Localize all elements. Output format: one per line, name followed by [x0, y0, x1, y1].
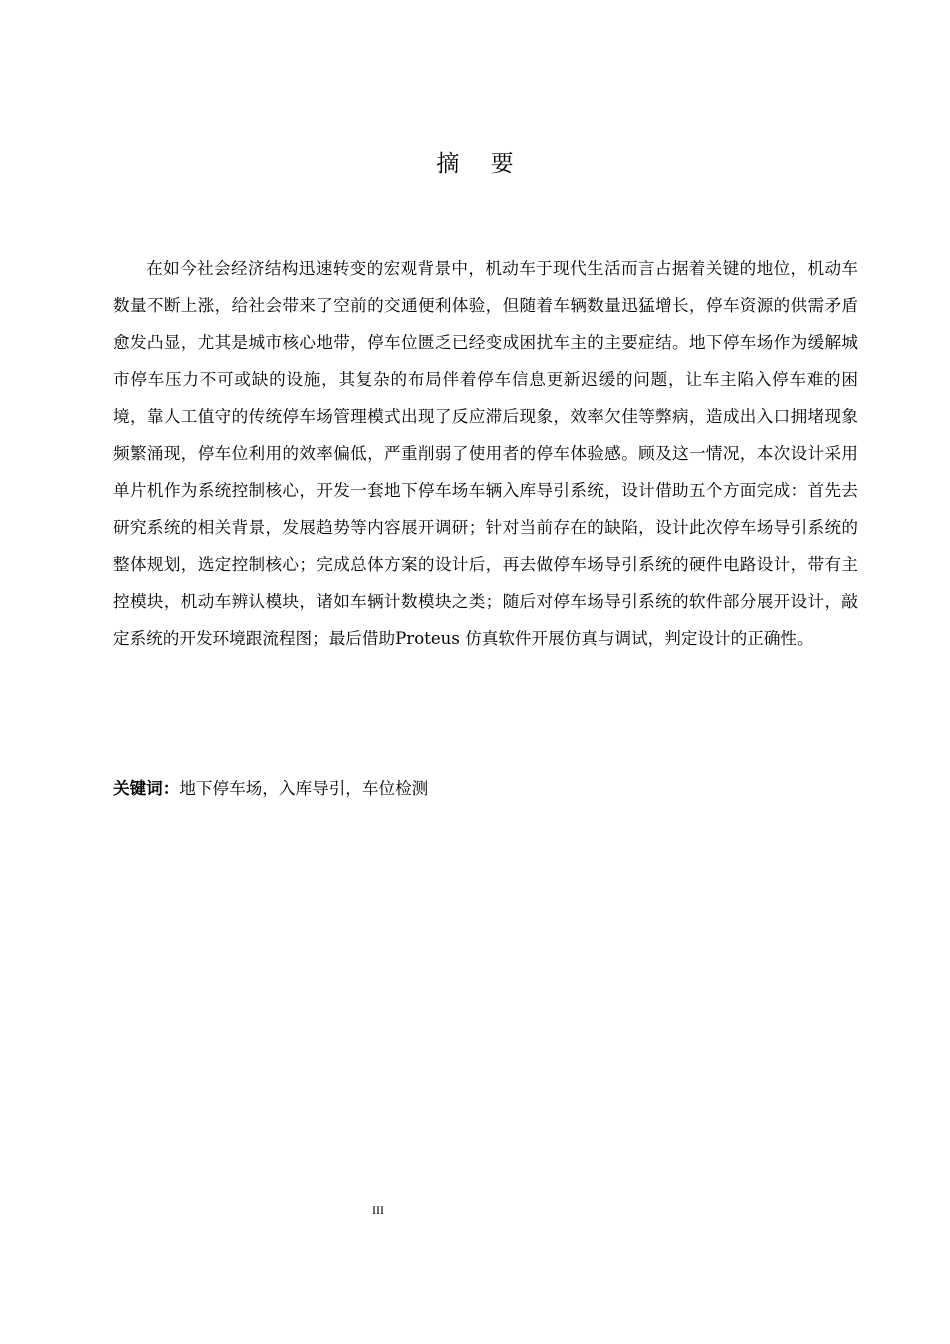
abstract-paragraph: 在如今社会经济结构迅速转变的宏观背景中，机动车于现代生活而言占据着关键的地位，机动车数量不断上涨，给社会带来了空前的交通便利体验，但随着车辆数量迅猛增长，停车资源的供需矛盾愈发凸显，尤其是城市核心地带，停车位匮乏已经变成困扰车主的主要症结。地下停车场作为缓解城市停车压力不可或缺的设施，其复杂的布局伴着停车信息更新迟缓的问题，让车主陷入停车难的困境，靠人工值守的传统停车场管理模式出现了反应滞后现象，效率欠佳等弊病，造成出入口拥堵现象频繁涌现，停车位利用的效率偏低，严重削弱了使用者的停车体验感。顾及这一情况，本次设计采用单片机作为系统控制核心，开发一套地下停车场车辆入库导引系统，设计借助五个方面完成：首先去研究系统的相关背景，发展趋势等内容展开调研；针对当前存在的缺陷，设计此次停车场导引系统的整体规划，选定控制核心；完成总体方案的设计后，再去做停车场导引系统的硬件电路设计，带有主控模块，机动车辨认模块，诸如车辆计数模块之类；随后对停车场导引系统的软件部分展开设计，敲定系统的开发环境跟流程图；最后借助Proteus 仿真软件开展仿真与调试，判定设计的正确性。: [113, 259, 858, 648]
abstract-body: [113, 250, 858, 657]
keywords-line: [113, 770, 858, 807]
abstract-title: 摘 要: [436, 151, 526, 177]
keywords-text: 地下停车场，入库导引，车位检测: [179, 779, 429, 798]
page-number: III: [372, 1203, 384, 1217]
keywords-label: 关键词：: [113, 779, 180, 798]
